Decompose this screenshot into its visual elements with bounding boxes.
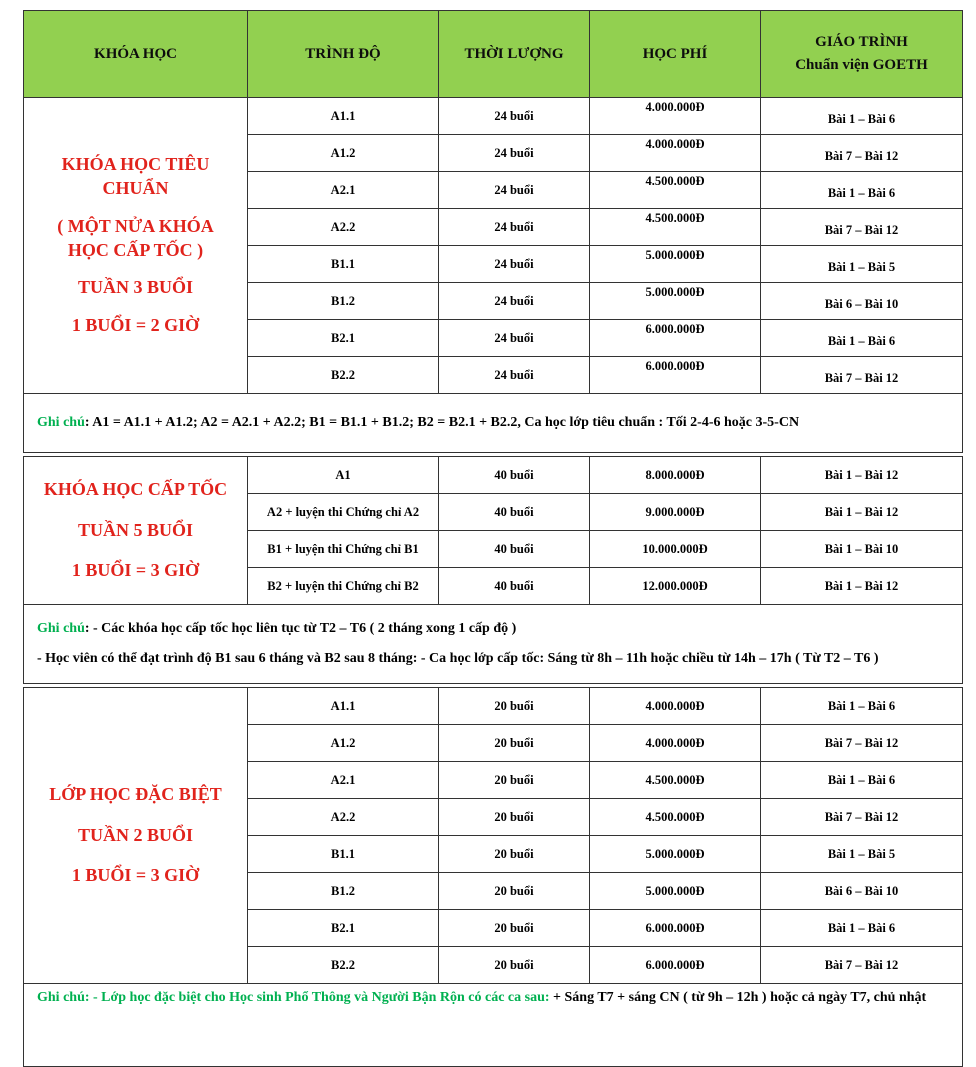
level-cell: B1.2 <box>248 873 439 910</box>
material-cell: Bài 7 – Bài 12 <box>761 357 963 394</box>
duration-cell: 20 buổi <box>439 799 590 836</box>
note-label: Ghi chú <box>37 620 85 636</box>
fee-cell: 8.000.000Đ <box>590 457 761 494</box>
level-cell: A2.2 <box>248 209 439 246</box>
duration-cell: 24 buổi <box>439 320 590 357</box>
fee-cell: 4.500.000Đ <box>590 172 761 209</box>
column-header-level: TRÌNH ĐỘ <box>248 11 439 98</box>
level-cell: A1.1 <box>248 98 439 135</box>
note-standard <box>24 394 963 453</box>
material-cell: Bài 1 – Bài 6 <box>761 910 963 947</box>
material-cell: Bài 1 – Bài 12 <box>761 568 963 605</box>
course-session-length: 1 BUỔI = 3 GIỜ <box>71 560 200 581</box>
course-schedule: TUẦN 3 BUỔI <box>77 277 193 298</box>
fee-cell: 4.500.000Đ <box>590 209 761 246</box>
level-cell: A1 <box>248 457 439 494</box>
fee-cell: 5.000.000Đ <box>590 873 761 910</box>
duration-cell: 40 buổi <box>439 457 590 494</box>
duration-cell: 20 buổi <box>439 836 590 873</box>
duration-cell: 24 buổi <box>439 283 590 320</box>
level-cell: B2.1 <box>248 320 439 357</box>
fee-cell: 6.000.000Đ <box>590 357 761 394</box>
level-cell: A2.1 <box>248 172 439 209</box>
column-header-course: KHÓA HỌC <box>24 11 248 98</box>
level-cell: B2 + luyện thi Chứng chỉ B2 <box>248 568 439 605</box>
material-cell: Bài 1 – Bài 6 <box>761 320 963 357</box>
column-header-materials <box>761 11 963 98</box>
material-cell: Bài 1 – Bài 6 <box>761 172 963 209</box>
material-cell: Bài 7 – Bài 12 <box>761 947 963 984</box>
material-cell: Bài 7 – Bài 12 <box>761 725 963 762</box>
note-line1 <box>37 614 956 644</box>
level-cell: B1.2 <box>248 283 439 320</box>
duration-cell: 24 buổi <box>439 135 590 172</box>
material-cell: Bài 7 – Bài 12 <box>761 135 963 172</box>
level-cell: A1.2 <box>248 725 439 762</box>
fee-cell: 12.000.000Đ <box>590 568 761 605</box>
course-title: LỚP HỌC ĐẶC BIỆT <box>49 783 222 804</box>
duration-cell: 24 buổi <box>439 98 590 135</box>
duration-cell: 20 buổi <box>439 947 590 984</box>
table-row <box>24 98 963 135</box>
material-cell: Bài 7 – Bài 12 <box>761 799 963 836</box>
fee-cell: 4.000.000Đ <box>590 725 761 762</box>
note-row <box>24 605 963 684</box>
material-cell: Bài 1 – Bài 5 <box>761 836 963 873</box>
note-label: Ghi chú <box>37 415 85 430</box>
level-cell: A2.2 <box>248 799 439 836</box>
duration-cell: 24 buổi <box>439 357 590 394</box>
material-cell: Bài 1 – Bài 12 <box>761 457 963 494</box>
level-cell: B2.2 <box>248 947 439 984</box>
duration-cell: 20 buổi <box>439 762 590 799</box>
duration-cell: 24 buổi <box>439 246 590 283</box>
material-cell: Bài 1 – Bài 6 <box>761 98 963 135</box>
duration-cell: 20 buổi <box>439 725 590 762</box>
fee-cell: 4.500.000Đ <box>590 799 761 836</box>
fee-cell: 6.000.000Đ <box>590 320 761 357</box>
course-schedule: TUẦN 2 BUỔI <box>77 824 193 845</box>
note-row <box>24 984 963 1067</box>
course-title: KHÓA HỌC TIÊU CHUẨN <box>61 154 210 198</box>
level-cell: B1.1 <box>248 836 439 873</box>
material-cell: Bài 1 – Bài 6 <box>761 762 963 799</box>
material-cell: Bài 1 – Bài 5 <box>761 246 963 283</box>
material-cell: Bài 1 – Bài 10 <box>761 531 963 568</box>
course-cell-special <box>24 688 248 984</box>
table-header-row <box>24 11 963 98</box>
fee-cell: 4.000.000Đ <box>590 688 761 725</box>
course-cell-intensive <box>24 457 248 605</box>
intensive-course-table <box>23 456 963 684</box>
note-line2: - Học viên có thể đạt trình độ B1 sau 6 tháng và B2 sau 8 tháng: - Ca học lớp cấp tốc: Sáng từ 8h – 11h hoặc chiều từ 14h – 17h ( Từ T2 – T6 ) <box>37 651 879 666</box>
duration-cell: 20 buổi <box>439 873 590 910</box>
level-cell: A2 + luyện thi Chứng chỉ A2 <box>248 494 439 531</box>
material-cell: Bài 6 – Bài 10 <box>761 873 963 910</box>
course-session-length: 1 BUỔI = 2 GIỜ <box>71 315 200 335</box>
note-intensive <box>24 605 963 684</box>
level-cell: A1.2 <box>248 135 439 172</box>
note-text: : - Các khóa học cấp tốc học liên tục từ T2 – T6 ( 2 tháng xong 1 cấp độ ) <box>84 620 517 636</box>
level-cell: B1 + luyện thi Chứng chỉ B1 <box>248 531 439 568</box>
level-cell: B2.2 <box>248 357 439 394</box>
table-row <box>24 688 963 725</box>
note-text-black: + Sáng T7 + sáng CN ( từ 9h – 12h ) hoặc cả ngày T7, chủ nhật <box>549 990 927 1005</box>
duration-cell: 40 buổi <box>439 568 590 605</box>
note-row <box>24 394 963 453</box>
table-row <box>24 457 963 494</box>
fee-cell: 6.000.000Đ <box>590 910 761 947</box>
special-class-table <box>23 687 963 1067</box>
note-special <box>24 984 963 1067</box>
materials-header-line1: GIÁO TRÌNH <box>815 34 908 50</box>
note-text: : A1 = A1.1 + A1.2; A2 = A2.1 + A2.2; B1 = B1.1 + B1.2; B2 = B2.1 + B2.2, Ca học lớp tiêu chuẩn : Tối 2-4-6 hoặc 3-5-CN <box>84 415 800 430</box>
level-cell: B1.1 <box>248 246 439 283</box>
column-header-fee: HỌC PHÍ <box>590 11 761 98</box>
level-cell: A1.1 <box>248 688 439 725</box>
fee-cell: 4.500.000Đ <box>590 762 761 799</box>
fee-cell: 10.000.000Đ <box>590 531 761 568</box>
standard-course-table <box>23 10 963 453</box>
duration-cell: 40 buổi <box>439 531 590 568</box>
material-cell: Bài 6 – Bài 10 <box>761 283 963 320</box>
duration-cell: 20 buổi <box>439 688 590 725</box>
duration-cell: 20 buổi <box>439 910 590 947</box>
fee-cell: 6.000.000Đ <box>590 947 761 984</box>
fee-cell: 5.000.000Đ <box>590 246 761 283</box>
material-cell: Bài 1 – Bài 6 <box>761 688 963 725</box>
fee-cell: 4.000.000Đ <box>590 135 761 172</box>
fee-cell: 5.000.000Đ <box>590 836 761 873</box>
column-header-duration: THỜI LƯỢNG <box>439 11 590 98</box>
course-schedule: TUẦN 5 BUỔI <box>77 519 193 540</box>
course-session-length: 1 BUỔI = 3 GIỜ <box>71 865 200 886</box>
course-cell-standard <box>24 98 248 394</box>
fee-cell: 9.000.000Đ <box>590 494 761 531</box>
materials-header-line2: Chuẩn viện GOETH <box>795 57 928 73</box>
note-label-green: Ghi chú: - Lớp học đặc biệt cho Học sinh Phổ Thông và Người Bận Rộn có các ca sau: <box>37 990 550 1005</box>
material-cell: Bài 1 – Bài 12 <box>761 494 963 531</box>
level-cell: A2.1 <box>248 762 439 799</box>
duration-cell: 24 buổi <box>439 172 590 209</box>
course-subtitle: ( MỘT NỬA KHÓA HỌC CẤP TỐC ) <box>57 215 214 260</box>
duration-cell: 24 buổi <box>439 209 590 246</box>
duration-cell: 40 buổi <box>439 494 590 531</box>
course-title: KHÓA HỌC CẤP TỐC <box>43 478 228 499</box>
fee-cell: 4.000.000Đ <box>590 98 761 135</box>
fee-cell: 5.000.000Đ <box>590 283 761 320</box>
level-cell: B2.1 <box>248 910 439 947</box>
material-cell: Bài 7 – Bài 12 <box>761 209 963 246</box>
